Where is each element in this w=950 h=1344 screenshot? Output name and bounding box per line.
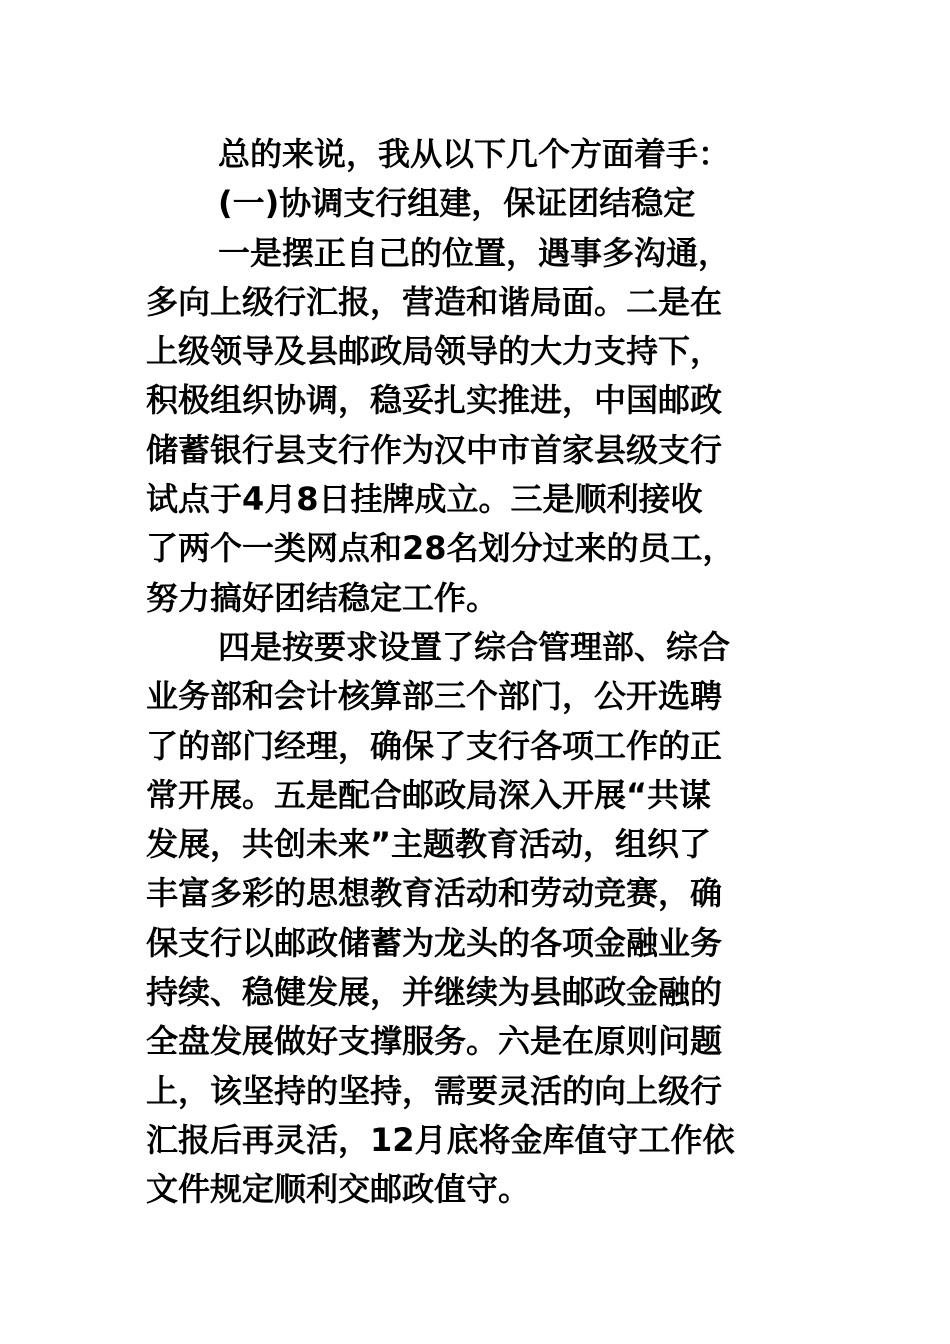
text-line: 丰富多彩的思想教育活动和劳动竞赛，确: [146, 874, 723, 913]
text-line: 了的部门经理，确保了支行各项工作的正: [146, 726, 723, 765]
text-line: 四是按要求设置了综合管理部、综合: [218, 627, 731, 666]
text-line: 试点于4月8日挂牌成立。三是顺利接收: [146, 480, 703, 519]
document-body: [146, 130, 806, 1215]
text-line: 储蓄银行县支行作为汉中市首家县级支行: [146, 430, 723, 469]
text-line: 文件规定顺利交邮政值守。: [146, 1170, 531, 1209]
text-line: 业务部和会计核算部三个部门，公开选聘: [146, 677, 723, 716]
text-line: 努力搞好团结稳定工作。: [146, 578, 499, 617]
text-line: 了两个一类网点和28名划分过来的员工，: [146, 529, 735, 568]
text-line: 一是摆正自己的位置，遇事多沟通，: [218, 233, 731, 272]
text-line: 上，该坚持的坚持，需要灵活的向上级行: [146, 1071, 723, 1110]
text-line: 保支行以邮政储蓄为龙头的各项金融业务: [146, 923, 723, 962]
text-line: 发展，共创未来”主题教育活动，组织了: [146, 825, 712, 864]
text-line: 总的来说，我从以下几个方面着手：: [218, 135, 731, 173]
text-line: 持续、稳健发展，并继续为县邮政金融的: [146, 973, 723, 1012]
section-heading: (一)协调支行组建，保证团结稳定: [218, 184, 696, 223]
text-line: 上级领导及县邮政局领导的大力支持下，: [146, 332, 723, 371]
text-line: 汇报后再灵活，12月底将金库值守工作依: [146, 1120, 735, 1159]
text-line: 常开展。五是配合邮政局深入开展“共谋: [146, 775, 712, 814]
text-line: 全盘发展做好支撑服务。六是在原则问题: [146, 1022, 723, 1061]
text-line: 多向上级行汇报，营造和谐局面。二是在: [146, 282, 723, 321]
text-line: 积极组织协调，稳妥扎实推进，中国邮政: [146, 381, 723, 420]
